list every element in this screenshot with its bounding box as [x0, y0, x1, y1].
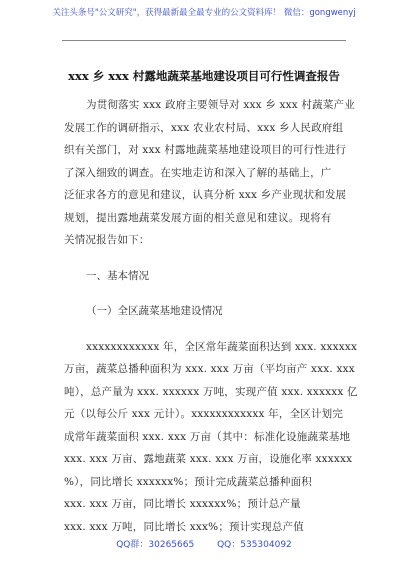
body-line: xxxxxxxxxxxx 年，全区常年蔬菜面积达到 xxx. xxxxxx — [86, 340, 358, 353]
section-heading: 一、基本情况 — [86, 269, 149, 282]
body-line: 元（以每公斤 xxx 元计）。xxxxxxxxxxxx 年，全区计划完 — [64, 408, 344, 420]
intro-line: 泛征求各方的意见和建议，认真分析 xxx 乡产业现状和发展 — [64, 189, 347, 201]
intro-line: 了深入细致的调查。在实地走访和深入了解的基础上，广 — [64, 166, 332, 179]
document-title: xxx 乡 xxx 村露地蔬菜基地建设项目可行性调查报告 — [68, 69, 340, 83]
body-line: xxx. xxx 万吨，同比增长 xxx%；预计实现总产值 — [64, 520, 304, 533]
body-line: 成常年蔬菜面积 xxx. xxx 万亩（其中：标准化设施蔬菜基地 — [64, 430, 351, 443]
intro-line: 规划，提出露地蔬菜发展方面的相关意见和建议。现将有 — [64, 211, 332, 224]
header-banner: 关注头条号"公文研究"，获得最新最全最专业的公文资料库！ 微信：gongwenyj — [52, 8, 356, 18]
intro-line: 织有关部门，对 xxx 村露地蔬菜基地建设项目的可行性进行 — [64, 144, 347, 156]
intro-line: 为贯彻落实 xxx 政府主要领导对 xxx 乡 xxx 村蔬菜产业 — [86, 99, 355, 111]
body-line: xxx. xxx 万亩，同比增长 xxxxxx%；预计总产量 — [64, 498, 301, 510]
body-line: 吨），总产量为 xxx. xxxxxx 万吨，实现产值 xxx. xxxxxx 亿 — [64, 385, 358, 398]
footer-qq-group: QQ群：30265665 — [116, 540, 195, 550]
spacer — [64, 323, 350, 336]
spacer — [64, 287, 350, 300]
intro-line: 关情况报告如下： — [64, 234, 150, 246]
subsection-heading: （一）全区蔬菜基地建设情况 — [86, 305, 223, 317]
intro-line: 发展工作的调研指示，xxx 农业农村局、xxx 乡人民政府组 — [64, 121, 344, 134]
document-body — [64, 94, 358, 538]
footer-contact — [0, 537, 408, 550]
body-line: 万亩，蔬菜总播种面积为 xxx. xxx 万亩（平均亩产 xxx. xxx — [64, 363, 355, 375]
body-line: xxx. xxx 万亩、露地蔬菜 xxx. xxx 万亩，设施化率 xxxxxx — [64, 453, 353, 465]
header-divider — [62, 40, 346, 41]
spacer — [64, 252, 350, 265]
body-line: %），同比增长 xxxxxx%；预计完成蔬菜总播种面积 — [64, 475, 312, 488]
footer-qq: QQ：535304092 — [217, 540, 292, 550]
